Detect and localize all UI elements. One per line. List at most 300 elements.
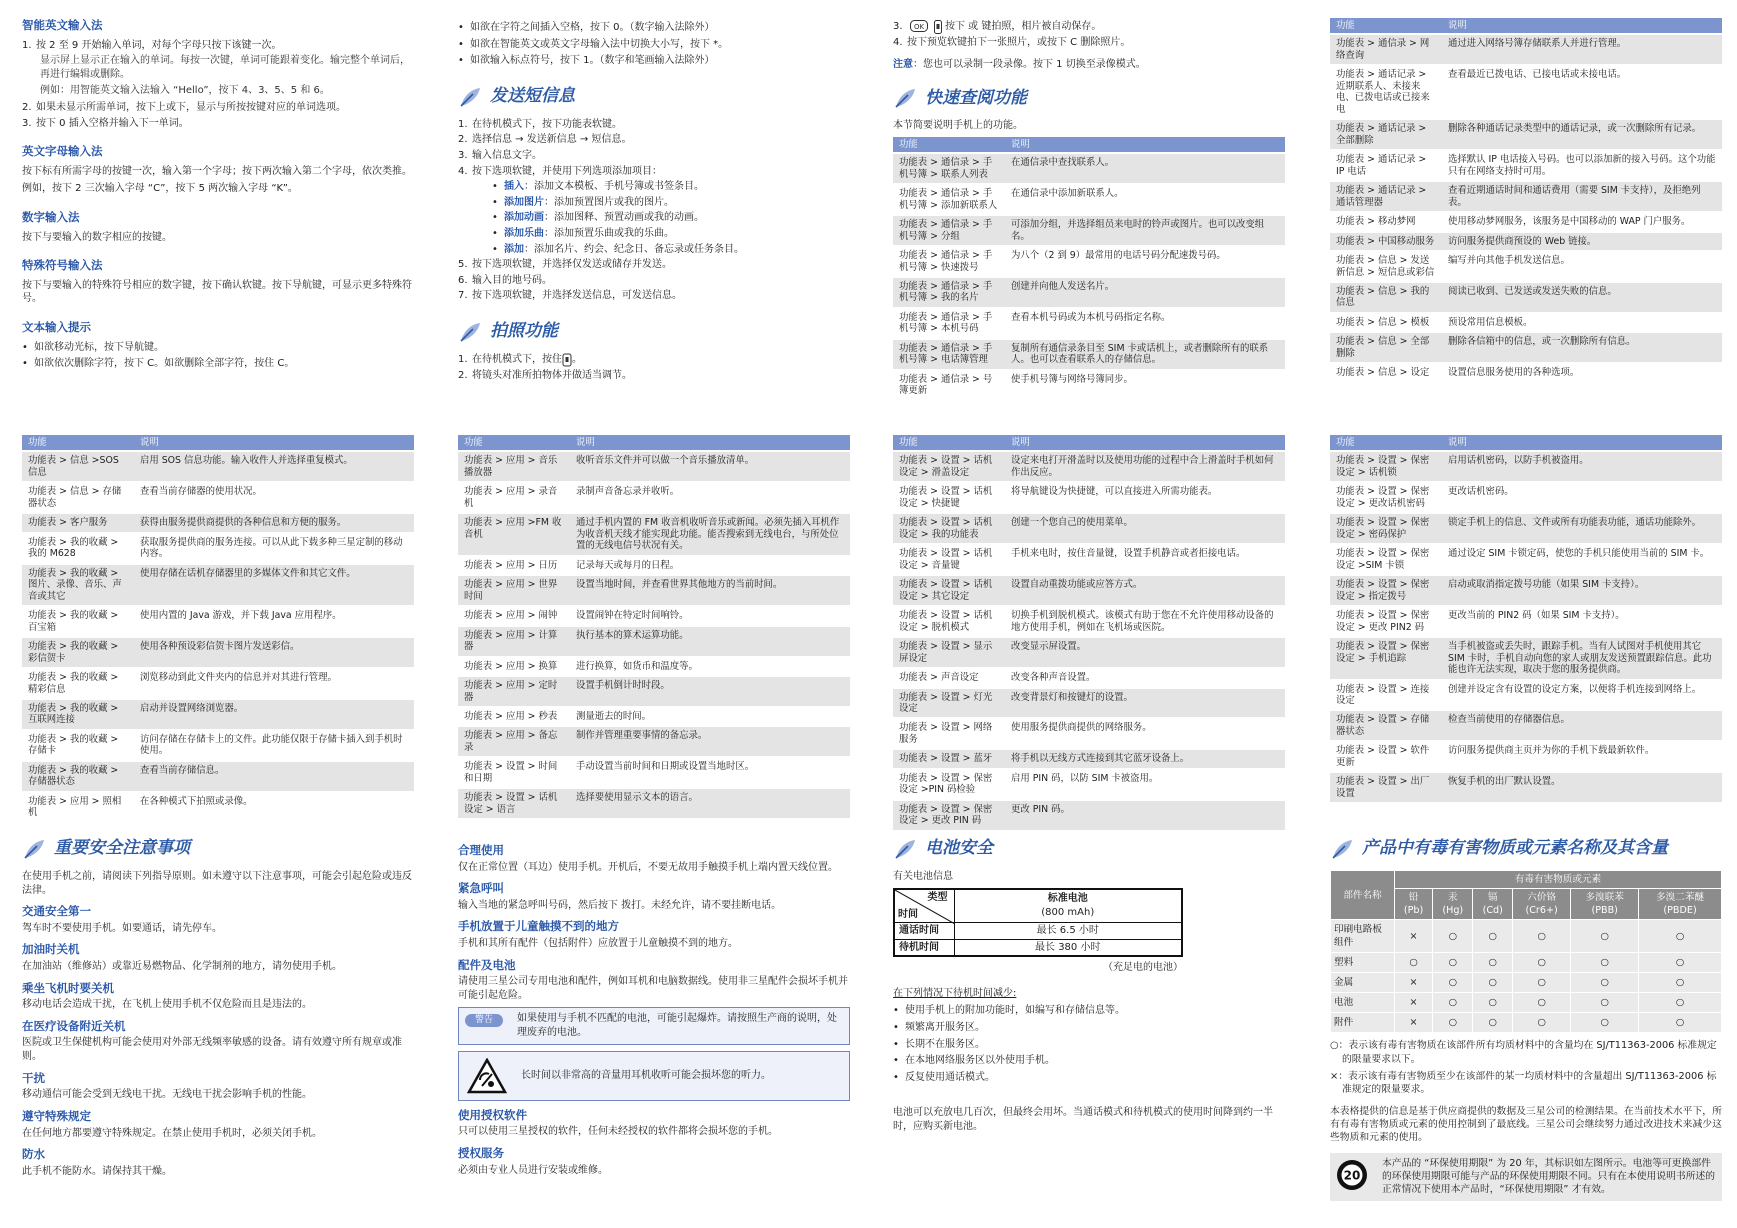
- part-name: 金属: [1331, 973, 1395, 993]
- paragraph: 在使用手机之前，请阅读下列指导原则。如未遵守以下注意事项，可能会引起危险或违反法律。: [22, 871, 412, 896]
- section-heading: 特殊符号输入法: [22, 258, 103, 273]
- rule-text: 仅在正常位置（耳边）使用手机。开机后，不要无故用手触摸手机上端内置天线位置。: [458, 861, 838, 873]
- section-title: 重要安全注意事项: [22, 836, 414, 862]
- function-cell: 功能表 > 信息 > 全部删除: [1330, 332, 1442, 363]
- table-row: [458, 606, 850, 625]
- column-hazardous-substances: [1330, 836, 1722, 1201]
- function-cell: 功能表 > 设置 > 出厂设置: [1330, 772, 1442, 803]
- camera-key-icon: [934, 20, 942, 34]
- rule-text: 移动电话会造成干扰，在飞机上使用手机不仅危险而且是违法的。: [22, 999, 312, 1011]
- table-row: [893, 718, 1285, 749]
- substance-mark: ○: [1433, 973, 1473, 993]
- function-cell: 功能表 > 通信录 > 手机号簿 > 快速拨号: [893, 246, 1005, 277]
- function-cell: 功能表 > 信息 > 设定: [1330, 363, 1442, 382]
- description-cell: 通过手机内置的 FM 收音机收听音乐或新闻。必须先插入耳机作为收音机天线才能实现此功能。能否搜索到无线电台，与所处位置的无线电信号状况有关。: [570, 513, 850, 555]
- rule-text: 医院或卫生保健机构可能会使用对外部无线频率敏感的设备。请有效遵守所有规章或准则。: [22, 1037, 402, 1063]
- warning-box: [458, 1007, 850, 1044]
- substance-mark: ○: [1639, 953, 1722, 973]
- table-panel-1: [22, 435, 414, 824]
- function-cell: 功能表 > 通话记录 > IP 电话: [1330, 150, 1442, 181]
- paragraph: 按下标有所需字母的按键一次，输入第一个字母；按下两次输入第二个字母，依次类推。: [22, 165, 412, 177]
- rule-heading: 在医疗设备附近关机: [22, 1018, 126, 1033]
- rule-heading: 乘坐飞机时要关机: [22, 980, 114, 995]
- description-cell: 将手机以无线方式连接到其它蓝牙设备上。: [1005, 749, 1285, 768]
- note: ○：表示该有毒有害物质在该部件所有均质材料中的含量均在 SJ/T11363-2006 标准规定的限量要求以下。: [1330, 1040, 1717, 1065]
- eco-period-icon: [1336, 1159, 1368, 1191]
- function-table: 功能 说明 功能表 > 应用 > 音乐播放器 收听音乐文件并可以做一个音乐播放清单。 功能表 > 应用 > 录音机 录制声音备忘录并收听。 功能表 > 应用 >FM 收音机 通过手机内置的 FM 收音机收听音乐或新闻。必须先插入耳机作为收音机天线才能实现此功能。能否搜索到无线电台，与所处位置的无线电信号状况有关。 功能表 > 应用 > 日历 记录每天或每月的日程。 功能表 > 应用 > 世界时间 设置当地时间，并查看世界其他地方的当前时间。 功能表 > 应用 > 闹钟 设置闹钟在特定时间响铃。 功能表 > 应用 > 计算器 执行基本的算术运算功能。 功能表 > 应用 > 换算 进行换算，如货币和温度等。 功能表 > 应用 > 定时器 设置手机倒计时时段。 功能表 > 应用 > 秒表 测量逝去的时间。 功能表 > 应用 > 备忘录 制作并管理重要事情的备忘录。 功能表 > 设置 > 时间和日期 手动设置当前时间和日期或设置当地时区。 功能表 > 设置 > 话机设定 > 语言 选择要使用显示文本的语言。: [458, 435, 850, 820]
- table-row: [458, 556, 850, 575]
- table-panel-4: [1330, 435, 1722, 804]
- table-row: [893, 482, 1285, 513]
- corner-cell: 类型 时间: [894, 889, 954, 923]
- rule-heading: 手机放置于儿童触摸不到的地方: [458, 919, 619, 934]
- subheading: 在下列情况下待机时间减少:: [893, 987, 1017, 999]
- list-item: • 反复使用通话模式。: [893, 1071, 995, 1083]
- smart-steps: [22, 101, 414, 130]
- battery-header: 标准电池 (800 mAh): [954, 889, 1182, 923]
- part-name: 印刷电路板组件: [1331, 920, 1395, 953]
- function-cell: 功能表 > 通话记录 > 通话管理器: [1330, 181, 1442, 212]
- substance-mark: ○: [1433, 993, 1473, 1013]
- table-row: [22, 699, 414, 730]
- substance-header: 多溴二苯醚 (PBDE): [1639, 889, 1722, 920]
- function-cell: 功能表 > 通信录 > 网络查询: [1330, 34, 1442, 65]
- indented-text: 显示屏上显示正在输入的单词。每按一次键，单词可能跟着变化。输完整个单词后，再进行编辑或删除。: [40, 55, 410, 80]
- list-item: 2. 将镜头对准所拍物体并做适当调节。: [458, 369, 632, 381]
- description-cell: 浏览移动到此文件夹内的信息并对其进行管理。: [134, 668, 414, 699]
- description-cell: 删除各种通话记录类型中的通话记录，或一次删除所有记录。: [1442, 119, 1722, 150]
- leaf-icon: [893, 837, 917, 861]
- function-cell: 功能表 > 设置 > 话机设定 > 快捷键: [893, 482, 1005, 513]
- table-row: [893, 451, 1285, 482]
- table-row: [458, 657, 850, 676]
- list-item: 7. 按下选项软键，并选择发送信息，可发送信息。: [458, 290, 682, 302]
- table-row: [1330, 741, 1722, 772]
- list-item: 6. 输入目的地号码。: [458, 274, 552, 286]
- function-cell: 功能表 > 通话记录 > 全部删除: [1330, 119, 1442, 150]
- list-item: • 添加图片 ：添加预置图片或我的图片。: [492, 196, 674, 208]
- note: ×：表示该有毒有害物质至少在该部件的某一均质材料中的含量超出 SJ/T11363-2006 标准规定的限量要求。: [1330, 1071, 1717, 1096]
- function-cell: 功能表 > 设置 > 保密设定 >SIM 卡锁: [1330, 544, 1442, 575]
- table-row: [1331, 993, 1722, 1013]
- table-row: [22, 730, 414, 761]
- list-item: 4. 按下选项软键，并使用下列选项添加项目：: [458, 165, 662, 177]
- description-cell: 在各种模式下拍照或录像。: [134, 792, 414, 823]
- function-cell: 功能表 > 设置 > 保密设定 > 手机追踪: [1330, 637, 1442, 679]
- table-row: [893, 749, 1285, 768]
- column-quick-reference: [893, 18, 1285, 402]
- description-cell: 创建一个您自己的使用菜单。: [1005, 513, 1285, 544]
- tip-list: [22, 341, 414, 371]
- table-row: [1330, 710, 1722, 741]
- section-heading: 文本输入提示: [22, 320, 91, 335]
- table-row: [22, 792, 414, 823]
- table-row: [22, 482, 414, 513]
- function-cell: 功能表 > 中国移动服务: [1330, 232, 1442, 251]
- table-row: [893, 769, 1285, 800]
- substance-mark: ○: [1512, 953, 1570, 973]
- table-row: [893, 215, 1285, 246]
- table-row: [893, 800, 1285, 831]
- list-item: 1. 按 2 至 9 开始输入单词，对每个字母只按下该键一次。: [22, 39, 282, 51]
- table-row: [1330, 606, 1722, 637]
- caution-text: 长时间以非常高的音量用耳机收听可能会损坏您的听力。: [521, 1069, 771, 1081]
- list-item: • 如欲在字符之间插入空格，按下 0。（数字输入法除外）: [458, 22, 715, 33]
- substance-mark: ○: [1433, 953, 1473, 973]
- table-row: [22, 606, 414, 637]
- substance-mark: ○: [1571, 993, 1639, 1013]
- description-cell: 测量逝去的时间。: [570, 707, 850, 726]
- description-cell: 编写并向其他手机发送信息。: [1442, 251, 1722, 282]
- table-row: [893, 370, 1285, 401]
- function-cell: 功能表 > 信息 > 存储器状态: [22, 482, 134, 513]
- function-cell: 功能表 > 应用 > 照相机: [22, 792, 134, 823]
- description-cell: 使手机号簿与网络号簿同步。: [1005, 370, 1285, 401]
- function-cell: 功能表 > 应用 >FM 收音机: [458, 513, 570, 555]
- table-row: [458, 482, 850, 513]
- description-cell: 访问服务提供商预设的 Web 链接。: [1442, 232, 1722, 251]
- function-cell: 功能表 > 应用 > 计算器: [458, 626, 570, 657]
- function-cell: 功能表 > 通信录 > 手机号簿 > 分组: [893, 215, 1005, 246]
- substance-mark: ○: [1512, 973, 1570, 993]
- list-item: 2. 选择信息 → 发送新信息 → 短信息。: [458, 134, 632, 146]
- substance-mark: ○: [1395, 953, 1433, 973]
- description-cell: 设定来电打开滑盖时以及使用功能的过程中合上滑盖时手机如何作出反应。: [1005, 451, 1285, 482]
- function-cell: 功能表 > 信息 > 模板: [1330, 313, 1442, 332]
- function-table: 功能 说明 功能表 > 通信录 > 网络查询 通过进入网络号簿存储联系人并进行管理。 功能表 > 通话记录 > 近期联系人、未接来电、已拨电话或已接来电 查看最近已拨电话、已接电话或未接电话。 功能表 > 通话记录 > 全部删除 删除各种通话记录类型中的通话记录，或一次删除所有记录。 功能表 > 通话记录 > IP 电话 选择默认 IP 电话接入号码。也可以添加新的接入号码。这个功能只有在网络支持时可用。 功能表 > 通话记录 > 通话管理器 查看近期通话时间和通话费用（需要 SIM 卡支持），及拒绝列表。 功能表 > 移动梦网 使用移动梦网服务，该服务是中国移动的 WAP 门户服务。 功能表 > 中国移动服务 访问服务提供商预设的 Web 链接。 功能表 > 信息 > 发送新信息 > 短信息或彩信 编写并向其他手机发送信息。 功能表 > 信息 > 我的信息 阅读已收到、已发送或发送失败的信息。 功能表 > 信息 > 模板 预设常用信息模板。 功能表 > 信息 > 全部删除 删除各信箱中的信息，或一次删除所有信息。 功能表 > 信息 > 设定 设置信息服务使用的各种选项。: [1330, 18, 1722, 384]
- table-row: [893, 668, 1285, 687]
- substance-mark: ○: [1571, 1013, 1639, 1033]
- function-cell: 功能表 > 应用 > 定时器: [458, 676, 570, 707]
- substance-mark: ○: [1571, 973, 1639, 993]
- table-row: [1331, 920, 1722, 953]
- substance-mark: ○: [1512, 920, 1570, 953]
- function-cell: 功能表 > 我的收藏 > 图片、录像、音乐、声音或其它: [22, 564, 134, 606]
- eco-box: [1330, 1153, 1722, 1201]
- rule-text: 必须由专业人员进行安装或维修。: [458, 1164, 608, 1176]
- description-cell: 手动设置当前时间和日期或设置当地时区。: [570, 757, 850, 788]
- table-row: [893, 246, 1285, 277]
- description-cell: 执行基本的算术运算功能。: [570, 626, 850, 657]
- description-cell: 可添加分组，并选择组员来电时的铃声或图片。也可以改变组名。: [1005, 215, 1285, 246]
- table-row: [1330, 212, 1722, 231]
- safety-list: [458, 843, 850, 1002]
- table-row: [1331, 973, 1722, 993]
- table-row: [893, 513, 1285, 544]
- paragraph: 本节简要说明手机上的功能。: [893, 120, 1023, 132]
- list-item: • 添加动画 ：添加图释、预置动画或我的动画。: [492, 212, 704, 224]
- substance-header: 镉 (Cd): [1473, 889, 1513, 920]
- table-row: [893, 637, 1285, 668]
- function-cell: 功能表 > 我的收藏 > 我的 M628: [22, 533, 134, 564]
- part-name: 附件: [1331, 1013, 1395, 1033]
- table-row: [1330, 544, 1722, 575]
- table-row: [458, 707, 850, 726]
- function-cell: 功能表 > 我的收藏 > 彩信贺卡: [22, 637, 134, 668]
- list-item: • 添加乐曲 ：添加预置乐曲或我的乐曲。: [492, 227, 674, 239]
- leaf-icon: [1330, 837, 1354, 861]
- table-caption: （充足电的电池）: [1103, 962, 1183, 974]
- section-title: 拍照功能: [458, 319, 850, 345]
- description-cell: 删除各信箱中的信息，或一次删除所有信息。: [1442, 332, 1722, 363]
- column-function-table: [1330, 18, 1722, 384]
- rule-heading: 加油时关机: [22, 942, 80, 957]
- description-cell: 访问服务提供商主页并为你的手机下载最新软件。: [1442, 741, 1722, 772]
- rule-heading: 授权服务: [458, 1145, 504, 1160]
- description-cell: 将导航键设为快捷键，可以直接进入所需功能表。: [1005, 482, 1285, 513]
- table-row: [893, 606, 1285, 637]
- leaf-icon: [458, 85, 482, 109]
- note: 注意：您也可以录制一段录像。按下 1 切换至录像模式。: [893, 58, 1146, 70]
- table-row: [1330, 181, 1722, 212]
- description-cell: 记录每天或每月的日程。: [570, 556, 850, 575]
- function-table: 功能 说明 功能表 > 通信录 > 手机号簿 > 联系人列表 在通信录中查找联系人。 功能表 > 通信录 > 手机号簿 > 添加新联系人 在通信录中添加新联系人。 功能表 > 通信录 > 手机号簿 > 分组 可添加分组，并选择组员来电时的铃声或图片。也可以改变组名。 功能表 > 通信录 > 手机号簿 > 快速拨号 为八个（2 到 9）最常用的电话号码分配速拨号码。 功能表 > 通信录 > 手机号簿 > 我的名片 创建并向他人发送名片。 功能表 > 通信录 > 手机号簿 > 本机号码 查看本机号码或为本机号码指定名称。 功能表 > 通信录 > 手机号簿 > 电话簿管理 复制所有通信录条目至 SIM 卡或话机上，或者删除所有的联系人。也可以查看联系人的存储信息。 功能表 > 通信录 > 号簿更新 使手机号簿与网络号簿同步。: [893, 137, 1285, 402]
- list-item: • 频繁离开服务区。: [893, 1022, 985, 1034]
- description-cell: 创建并设定含有设置的设定方案，以便将手机连接到网络上。: [1442, 680, 1722, 711]
- function-cell: 功能表 > 设置 > 话机设定 > 语言: [458, 788, 570, 819]
- description-cell: 设置当地时间，并查看世界其他地方的当前时间。: [570, 575, 850, 606]
- table-row: [893, 544, 1285, 575]
- table-row: [893, 308, 1285, 339]
- section-title: 产品中有毒有害物质或元素名称及其含量: [1330, 836, 1722, 862]
- description-cell: 查看最近已拨电话、已接电话或未接电话。: [1442, 65, 1722, 119]
- substance-mark: ○: [1473, 993, 1513, 1013]
- substance-mark: ×: [1395, 973, 1433, 993]
- rule-text: 在任何地方都要遵守特殊规定。在禁止使用手机时，必须关闭手机。: [22, 1127, 322, 1139]
- substance-mark: ○: [1571, 920, 1639, 953]
- substance-mark: ○: [1639, 973, 1722, 993]
- table-row: [22, 761, 414, 792]
- list-item: • 添加 ：添加名片、约会、纪念日、备忘录或任务条目。: [492, 243, 744, 255]
- table-row: [1331, 953, 1722, 973]
- list-item: • 插入 ：添加文本模板、手机号簿或书签条目。: [492, 181, 704, 193]
- table-row: [1330, 34, 1722, 65]
- rule-heading: 配件及电池: [458, 957, 516, 972]
- rule-text: 只可以使用三星授权的软件，任何未经授权的软件都将会损坏您的手机。: [458, 1126, 778, 1138]
- table-row: [1330, 451, 1722, 482]
- sms-option-list: [458, 180, 850, 256]
- warning-label: 警告: [465, 1014, 503, 1026]
- leaf-icon: [893, 86, 917, 110]
- rule-heading: 交通安全第一: [22, 904, 91, 919]
- section-title: 快速查阅功能: [893, 85, 1285, 111]
- description-cell: 使用各种预设彩信贺卡图片发送彩信。: [134, 637, 414, 668]
- description-cell: 改变显示屏设置。: [1005, 637, 1285, 668]
- camera-steps: [458, 353, 850, 383]
- column-safety: [22, 836, 414, 1181]
- rule-text: 输入当地的紧急呼叫号码，然后按下 拨打。未经允许，请不要挂断电话。: [458, 899, 782, 911]
- description-cell: 查看近期通话时间和通话费用（需要 SIM 卡支持），及拒绝列表。: [1442, 181, 1722, 212]
- substance-mark: ○: [1473, 953, 1513, 973]
- function-cell: 功能表 > 应用 > 录音机: [458, 482, 570, 513]
- function-cell: 功能表 > 设置 > 存储器状态: [1330, 710, 1442, 741]
- description-cell: 恢复手机的出厂默认设置。: [1442, 772, 1722, 803]
- substance-mark: ○: [1433, 920, 1473, 953]
- table-row: [458, 626, 850, 657]
- section-heading: 数字输入法: [22, 210, 80, 224]
- substance-mark: ○: [1571, 953, 1639, 973]
- section-title: 电池安全: [893, 836, 1285, 862]
- indented-text: 例如：用智能英文输入法输入 “Hello”，按下 4、3、5、5 和 6。: [40, 85, 330, 97]
- description-cell: 更改当前的 PIN2 码（如果 SIM 卡支持）。: [1442, 606, 1722, 637]
- column-battery: [893, 836, 1285, 1138]
- table-row: [893, 339, 1285, 370]
- list-item: • 如欲输入标点符号，按下 1。（数字和笔画输入法除外）: [458, 55, 715, 67]
- function-cell: 功能表 > 通信录 > 手机号簿 > 联系人列表: [893, 153, 1005, 184]
- list-item: • 如欲移动光标，按下导航键。: [22, 341, 164, 353]
- description-cell: 启动并设置网络浏览器。: [134, 699, 414, 730]
- paragraph: 按下与要输入的特殊符号相应的数字键，按下确认软键。按下导航键，可显示更多特殊符号。: [22, 279, 412, 305]
- table-row: [1330, 575, 1722, 606]
- table-row: [1330, 332, 1722, 363]
- function-cell: 功能表 > 应用 > 日历: [458, 556, 570, 575]
- description-cell: 设置信息服务使用的各种选项。: [1442, 363, 1722, 382]
- list-item: • 如欲在智能英文或英文字母输入法中切换大小写，按下 *。: [458, 38, 729, 50]
- description-cell: 更改 PIN 码。: [1005, 800, 1285, 831]
- substance-header: 铅 (Pb): [1395, 889, 1433, 920]
- substance-mark: ×: [1395, 1013, 1433, 1033]
- description-cell: 锁定手机上的信息、文件或所有功能表功能，通话功能除外。: [1442, 513, 1722, 544]
- function-cell: 功能表 > 设置 > 软件更新: [1330, 741, 1442, 772]
- table-row: [893, 575, 1285, 606]
- list-item: • 长期不在服务区。: [893, 1038, 985, 1050]
- rule-text: 驾车时不要使用手机。如要通话，请先停车。: [22, 922, 222, 934]
- column-sms-camera: [458, 18, 850, 385]
- function-cell: 功能表 > 设置 > 保密设定 > 更改 PIN2 码: [1330, 606, 1442, 637]
- table-row: [893, 688, 1285, 719]
- description-cell: 启用话机密码，以防手机被盗用。: [1442, 451, 1722, 482]
- function-cell: 功能表 > 应用 > 换算: [458, 657, 570, 676]
- part-name: 塑料: [1331, 953, 1395, 973]
- function-cell: 功能表 > 移动梦网: [1330, 212, 1442, 231]
- table-row: [1330, 282, 1722, 313]
- description-cell: 使用移动梦网服务，该服务是中国移动的 WAP 门户服务。: [1442, 212, 1722, 231]
- table-panel-3: [893, 435, 1285, 832]
- table-row: [1330, 119, 1722, 150]
- function-cell: 功能表 > 通信录 > 号簿更新: [893, 370, 1005, 401]
- function-cell: 功能表 > 应用 > 闹钟: [458, 606, 570, 625]
- function-cell: 功能表 > 我的收藏 > 存储卡: [22, 730, 134, 761]
- caution-box: [458, 1051, 850, 1101]
- description-cell: 启用 PIN 码，以防 SIM 卡被盗用。: [1005, 769, 1285, 800]
- table-row: [1330, 65, 1722, 119]
- table-row: [22, 637, 414, 668]
- substance-mark: ○: [1473, 1013, 1513, 1033]
- section-heading: 英文字母输入法: [22, 144, 103, 159]
- table-row: [1330, 637, 1722, 679]
- description-cell: 通过进入网络号簿存储联系人并进行管理。: [1442, 34, 1722, 65]
- substance-mark: ×: [1395, 920, 1433, 953]
- description-cell: 启用 SOS 信息功能。输入收件人并选择重复模式。: [134, 451, 414, 482]
- description-cell: 复制所有通信录条目至 SIM 卡或话机上，或者删除所有的联系人。也可以查看联系人的存储信息。: [1005, 339, 1285, 370]
- description-cell: 手机来电时，按住音量键，设置手机静音或者拒接电话。: [1005, 544, 1285, 575]
- rule-heading: 遵守特殊规定: [22, 1108, 91, 1123]
- function-cell: 功能表 > 设置 > 时间和日期: [458, 757, 570, 788]
- function-cell: 功能表 > 设置 > 保密设定 >PIN 码检验: [893, 769, 1005, 800]
- table-row: [1330, 513, 1722, 544]
- rule-heading: 合理使用: [458, 843, 504, 857]
- table-row: [1330, 232, 1722, 251]
- description-cell: 录制声音备忘录并收听。: [570, 482, 850, 513]
- description-cell: 获取服务提供商的服务连接。可以从此下载多种三星定制的移动内容。: [134, 533, 414, 564]
- table-row: [22, 513, 414, 532]
- list-item: 1. 在待机模式下，按住 。: [458, 353, 582, 365]
- substance-mark: ×: [1395, 993, 1433, 1013]
- table-row: [1330, 680, 1722, 711]
- description-cell: 更改话机密码。: [1442, 482, 1722, 513]
- table-row: [458, 788, 850, 819]
- function-cell: 功能表 > 通信录 > 手机号簿 > 我的名片: [893, 277, 1005, 308]
- substance-header: 六价铬 (Cr6+): [1512, 889, 1570, 920]
- smart-steps: [22, 39, 414, 53]
- list-item: • 在本地网络服务区以外使用手机。: [893, 1055, 1055, 1067]
- camera-steps-cont: [893, 20, 1285, 50]
- description-cell: 在通信录中添加新联系人。: [1005, 184, 1285, 215]
- function-cell: 功能表 > 通信录 > 手机号簿 > 电话簿管理: [893, 339, 1005, 370]
- function-cell: 功能表 > 我的收藏 > 百宝箱: [22, 606, 134, 637]
- part-name: 电池: [1331, 993, 1395, 1013]
- function-cell: 功能表 > 声音设定: [893, 668, 1005, 687]
- rule-text: 在加油站（维修站）或靠近易燃物品、化学制剂的地方，请勿使用手机。: [22, 961, 342, 973]
- table-row: [1330, 363, 1722, 382]
- table-row: [458, 451, 850, 482]
- function-table: 功能 说明 功能表 > 设置 > 保密设定 > 话机锁 启用话机密码，以防手机被盗用。 功能表 > 设置 > 保密设定 > 更改话机密码 更改话机密码。 功能表 > 设置 > 保密设定 > 密码保护 锁定手机上的信息、文件或所有功能表功能，通话功能除外。 功能表 > 设置 > 保密设定 >SIM 卡锁 通过设定 SIM 卡锁定码，使您的手机只能使用当前的 SIM 卡。 功能表 > 设置 > 保密设定 > 指定拨号 启动或取消指定拨号功能（如果 SIM 卡支持）。 功能表 > 设置 > 保密设定 > 更改 PIN2 码 更改当前的 PIN2 码（如果 SIM 卡支持）。 功能表 > 设置 > 保密设定 > 手机追踪 当手机被盗或丢失时，跟踪手机。当有人试图对手机使用其它 SIM 卡时，手机自动向您的家人或朋友发送预置跟踪信息。此功能也许无法实现，取决于您的服务提供商。 功能表 > 设置 > 连接设定 创建并设定含有设置的设定方案，以便将手机连接到网络上。 功能表 > 设置 > 存储器状态 检查当前使用的存储器信息。 功能表 > 设置 > 软件更新 访问服务提供商主页并为你的手机下载最新软件。 功能表 > 设置 > 出厂设置 恢复手机的出厂默认设置。: [1330, 435, 1722, 804]
- description-cell: 设置闹钟在特定时间响铃。: [570, 606, 850, 625]
- rule-heading: 使用授权软件: [458, 1107, 527, 1122]
- table-row: [1331, 1013, 1722, 1033]
- rule-heading: 紧急呼叫: [458, 881, 504, 896]
- substance-mark: ○: [1639, 993, 1722, 1013]
- paragraph: 有关电池信息: [893, 871, 953, 882]
- section-title: 发送短信息: [458, 84, 850, 110]
- table-row: 通话时间 最长 6.5 小时: [894, 923, 1182, 940]
- function-cell: 功能表 > 设置 > 话机设定 > 其它设定: [893, 575, 1005, 606]
- description-cell: 查看当前存储信息。: [134, 761, 414, 792]
- description-cell: 制作并管理重要事情的备忘录。: [570, 726, 850, 757]
- substance-mark: ○: [1473, 973, 1513, 993]
- function-cell: 功能表 > 通信录 > 手机号簿 > 添加新联系人: [893, 184, 1005, 215]
- sms-steps: [458, 118, 850, 178]
- list-item: 3. OK 按下 或 键拍照，相片被自动保存。: [893, 21, 1102, 32]
- function-cell: 功能表 > 设置 > 保密设定 > 话机锁: [1330, 451, 1442, 482]
- list-item: 3. 按下 0 插入空格并输入下一单词。: [22, 117, 189, 129]
- table-row: [1330, 772, 1722, 803]
- function-cell: 功能表 > 设置 > 话机设定 > 音量键: [893, 544, 1005, 575]
- function-cell: 功能表 > 应用 > 世界时间: [458, 575, 570, 606]
- description-cell: 设置手机倒计时时段。: [570, 676, 850, 707]
- description-cell: 使用存储在话机存储器里的多媒体文件和其它文件。: [134, 564, 414, 606]
- function-cell: 功能表 > 通话记录 > 近期联系人、未接来电、已拨电话或已接来电: [1330, 65, 1442, 119]
- function-cell: 功能表 > 信息 >SOS 信息: [22, 451, 134, 482]
- function-cell: 功能表 > 我的收藏 > 存储器状态: [22, 761, 134, 792]
- description-cell: 创建并向他人发送名片。: [1005, 277, 1285, 308]
- description-cell: 通过设定 SIM 卡锁定码，使您的手机只能使用当前的 SIM 卡。: [1442, 544, 1722, 575]
- substance-mark: ○: [1512, 1013, 1570, 1033]
- leaf-icon: [22, 837, 46, 861]
- description-cell: 查看当前存储器的使用状况。: [134, 482, 414, 513]
- rule-text: 手机和其所有配件（包括附件）应放置于儿童触摸不到的地方。: [458, 938, 738, 950]
- function-cell: 功能表 > 信息 > 发送新信息 > 短信息或彩信: [1330, 251, 1442, 282]
- description-cell: 为八个（2 到 9）最常用的电话号码分配速拨号码。: [1005, 246, 1285, 277]
- safety-list: [458, 1108, 850, 1177]
- table-row: [22, 451, 414, 482]
- list-item: • 如欲依次删除字符，按下 C。如欲删除全部字符，按住 C。: [22, 358, 295, 370]
- description-cell: 改变各种声音设置。: [1005, 668, 1285, 687]
- substance-mark: ○: [1473, 920, 1513, 953]
- rule-text: 移动通信可能会受到无线电干扰。无线电干扰会影响手机的性能。: [22, 1089, 312, 1101]
- function-cell: 功能表 > 信息 > 我的信息: [1330, 282, 1442, 313]
- table-row: [458, 676, 850, 707]
